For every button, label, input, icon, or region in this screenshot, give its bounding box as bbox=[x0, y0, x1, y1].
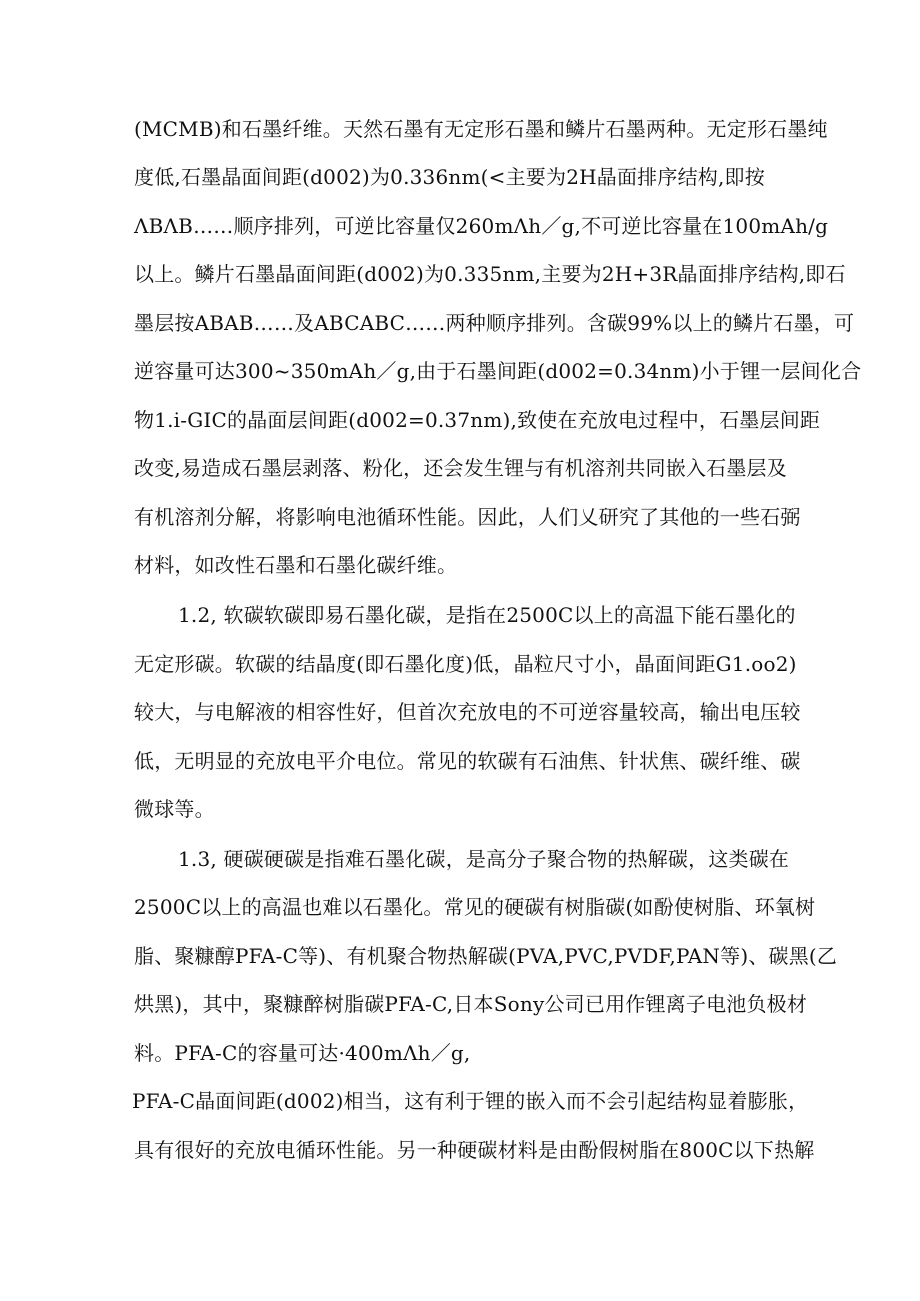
text-line: 改变,易造成石墨层剥落、粉化，还会发生锂与有机溶剂共同嵌入石墨层及 bbox=[134, 456, 787, 480]
text-line: 逆容量可达300~350mAh／g,由于石墨间距(d002=0.34nm)小于锂一层间化合 bbox=[134, 359, 862, 383]
text-line: 较大，与电解液的相容性好，但首次充放电的不可逆容量较高，输出电压较 bbox=[134, 700, 801, 724]
section-heading-line: 1.2, 软碳软碳即易石墨化碳，是指在2500C以上的高温下能石墨化的 bbox=[178, 603, 796, 627]
section-heading-line: 1.3, 硬碳硬碳是指难石墨化碳，是高分子聚合物的热解碳，这类碳在 bbox=[178, 847, 790, 871]
text-line: 2500C以上的高温也难以石墨化。常见的硬碳有树脂碳(如酚使树脂、环氧树 bbox=[134, 895, 816, 919]
text-line: 脂、聚糠醇PFA-C等)、有机聚合物热解碳(PVA,PVC,PVDF,PAN等)、碳黑(乙 bbox=[134, 944, 838, 968]
text-line: 微球等。 bbox=[134, 797, 215, 821]
text-line: 低，无明显的充放电平介电位。常见的软碳有石油焦、针状焦、碳纤维、碳 bbox=[134, 749, 801, 773]
text-line: 烘黑)，其中，聚糠醉树脂碳PFA-C,日本Sony公司已用作锂离子电池负极材 bbox=[134, 992, 808, 1016]
text-line: 以上。鳞片石墨晶面间距(d002)为0.335nm,主要为2H+3R晶面排序结构,即石 bbox=[134, 262, 846, 286]
text-line: PFA-C晶面间距(d002)相当，这有利于锂的嵌入而不会引起结构显着膨胀， bbox=[132, 1089, 809, 1113]
text-line: 物1.i-GIC的晶面层间距(d002=0.37nm),致使在充放电过程中，石墨层间距 bbox=[134, 408, 821, 432]
text-line: ΛBΛB……顺序排列，可逆比容量仅260mΛh／g,不可逆比容量在100mAh/g bbox=[134, 214, 829, 238]
text-line: 料。PFA-C的容量可达·400mΛh／g, bbox=[134, 1041, 471, 1065]
text-line: 材料，如改性石墨和石墨化碳纤维。 bbox=[134, 553, 458, 577]
text-line: 度低,石墨晶面间距(d002)为0.336nm(<主要为2H晶面排序结构,即按 bbox=[134, 165, 765, 189]
text-line: (MCMB)和石墨纤维。天然石墨有无定形石墨和鳞片石墨两种。无定形石墨纯 bbox=[134, 117, 828, 141]
text-line: 有机溶剂分解，将影响电池循环性能。因此，人们乂研究了其他的一些石弼 bbox=[134, 505, 801, 529]
text-line: 无定形碳。软碳的结晶度(即石墨化度)低，晶粒尺寸小，晶面间距G1.oo2) bbox=[134, 652, 797, 676]
text-line: 墨层按ABAB……及ABCABC……两种顺序排列。含碳99%以上的鳞片石墨，可 bbox=[134, 311, 855, 335]
text-line: 具有很好的充放电循环性能。另一种硬碳材料是由酚假树脂在800C以下热解 bbox=[134, 1138, 815, 1162]
